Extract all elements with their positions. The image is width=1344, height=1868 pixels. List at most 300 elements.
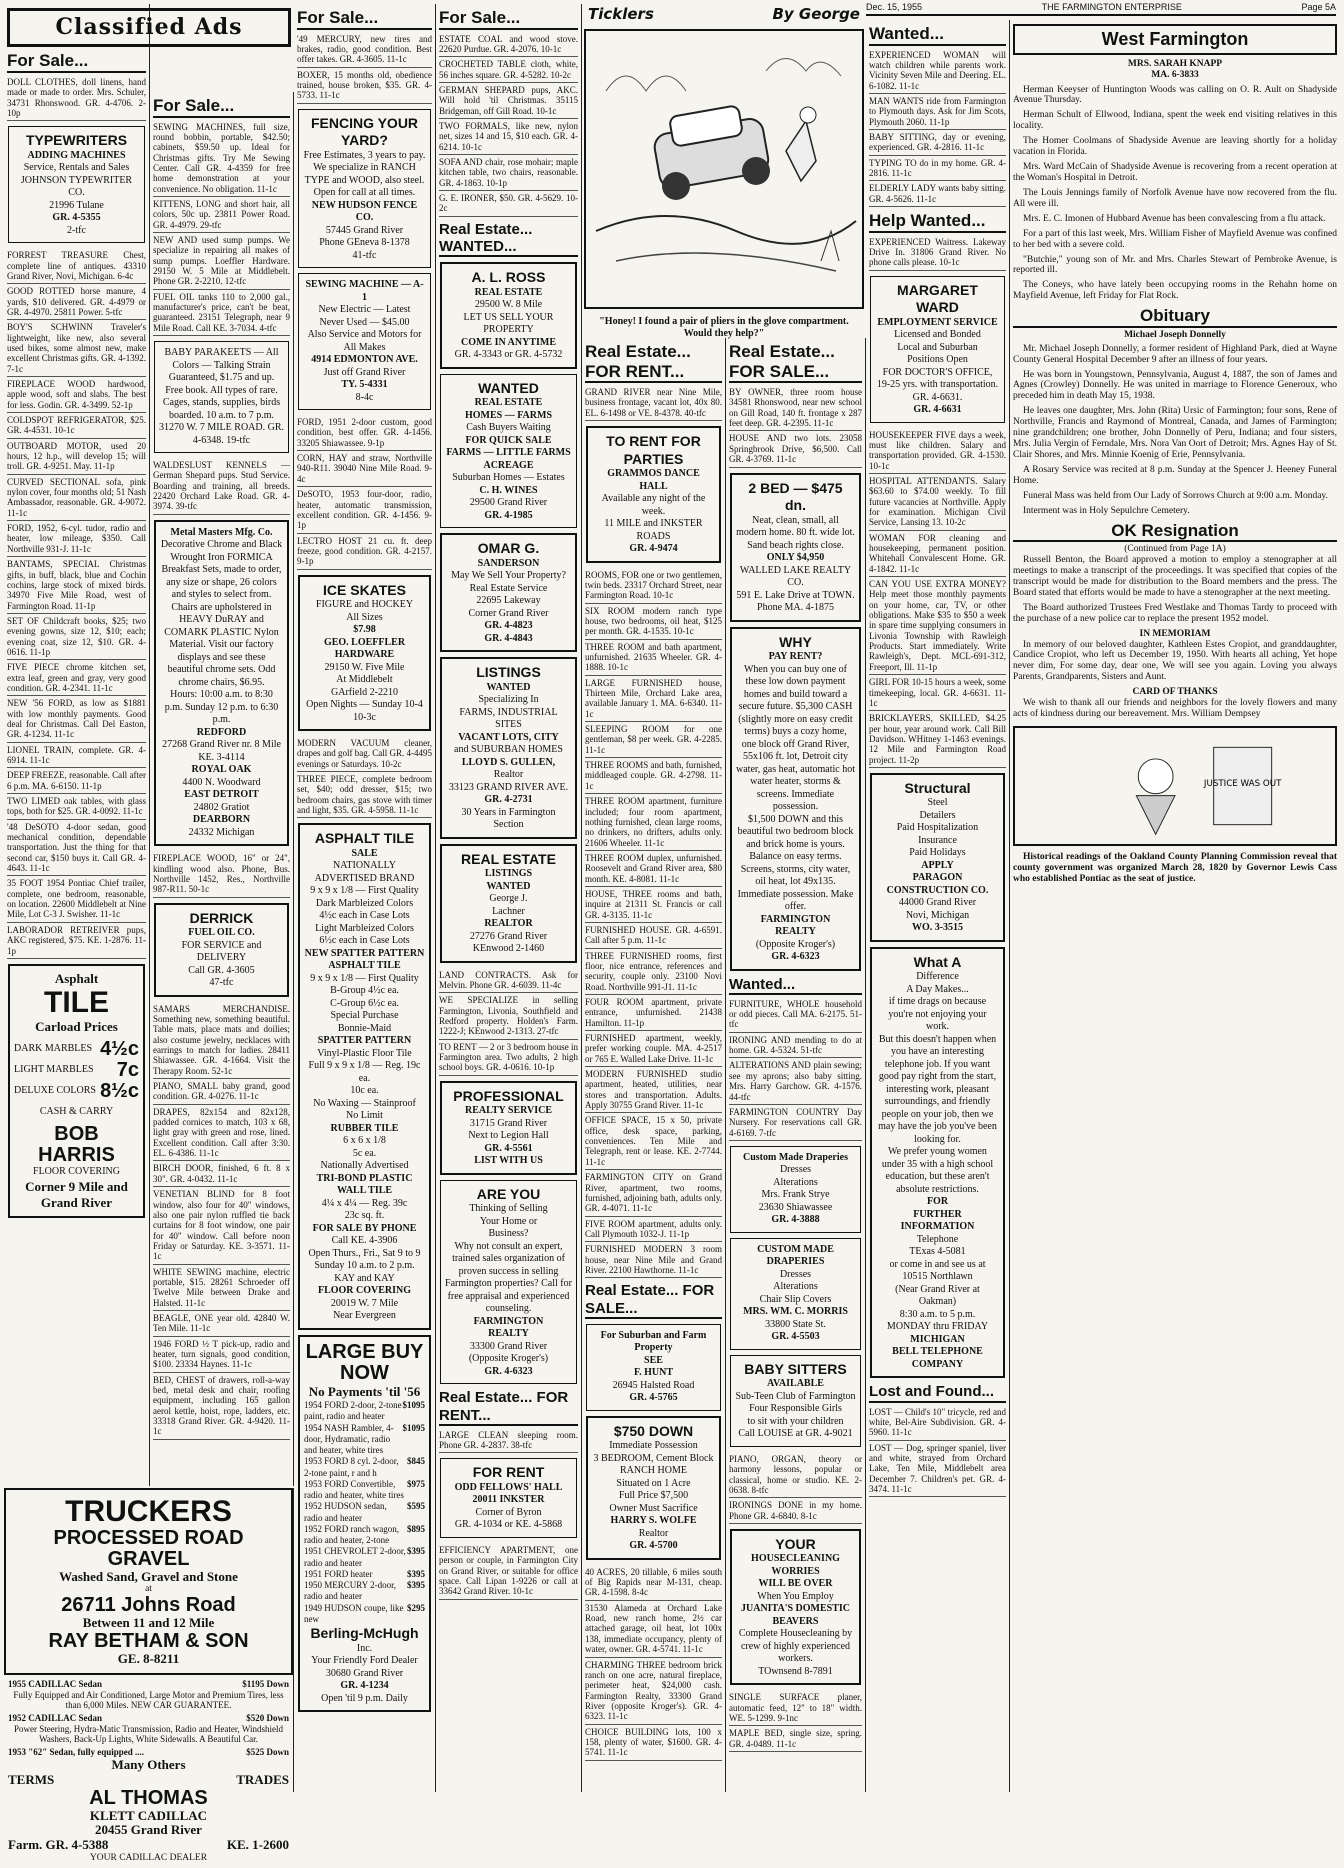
tile-deluxe-price: 8½c xyxy=(100,1079,139,1102)
ad-line: GR. 4-5355 xyxy=(52,212,101,224)
classified-ad: BEAGLE, ONE year old. 42840 W. Ten Mile. 11-1c xyxy=(153,1311,290,1337)
ad-line: GR. 4-3888 xyxy=(771,1214,820,1226)
ad-line: TOwnsend 8-7891 xyxy=(758,1665,833,1677)
ad-line: 2-tfc xyxy=(67,224,86,236)
ad-line: Sub-Teen Club of Farmington xyxy=(735,1390,856,1402)
ad-line: FARMINGTON xyxy=(473,1315,544,1327)
ad-line: Bonnie-Maid xyxy=(337,1022,392,1034)
ad-line: 26945 Halsted Road xyxy=(612,1379,695,1391)
masthead xyxy=(866,2,1336,16)
ad-line: CONSTRUCTION CO. xyxy=(886,884,989,896)
classified-ad: OFFICE SPACE, 15 x 50, private office, desk space, parking, conveniences. Ten Mile and Telegraph, rent or lease. KE. 2-7744. 11-1c xyxy=(585,1113,722,1170)
classified-ad: BED, CHEST of drawers, roll-a-way bed, metal desk and chair, roofing equipment, including 165 gallon aerol kettle, hoist, rope, ladders, etc. 33318 Grand River. GR. 4-9420. 11-1c xyxy=(153,1373,290,1440)
ad-line: GR. 4-3343 or GR. 4-5732 xyxy=(454,349,563,361)
cadillac-row xyxy=(8,1713,289,1723)
ad-line: HARDWARE xyxy=(334,649,395,661)
ad-line: Phone GEneva 8-1378 xyxy=(319,237,410,249)
ad-line: HOMES — FARMS xyxy=(464,409,553,421)
classified-ad: FUEL OIL tanks 110 to 2,000 gal., manufacturer's price, can't be beat, guaranteed. 23151 Telegraph, near 9 Mile Road. Call KE. 3-7034. 4-tfc xyxy=(153,290,290,336)
col4-ads2 xyxy=(439,968,578,1076)
ad-line: WILL BE OVER xyxy=(758,1578,833,1590)
pay-rent-ad xyxy=(730,627,861,971)
ad-line: 9 x 9 x 1/8 — First Quality xyxy=(310,885,419,897)
classified-ad: TWO LIMED oak tables, with glass tops, both for $25. GR. 4-0092. 11-1c xyxy=(7,794,146,820)
classified-ad: DeSOTO, 1953 four-door, radio, heater, automatic transmission, excellent condition. GR. 4-1456. 9-1p xyxy=(297,487,432,533)
oddfellows-ad xyxy=(440,1458,577,1538)
ad-line: LISTINGS xyxy=(484,868,533,880)
ad-line: May We Sell Your Property? xyxy=(451,570,566,582)
ad-line: 20019 W. 7 Mile xyxy=(330,1297,399,1309)
ad-line: Immediate Possession xyxy=(609,1440,698,1452)
obituary-title: Obituary xyxy=(1013,306,1337,328)
steel-ad xyxy=(870,773,1005,942)
ad-line: But this doesn't happen when you have an interesting telephone job. If you want good pay right from the start, interesting work, pleasant surroundings, and friendly people on your job, then we may have the job you've been looking for. xyxy=(878,1033,997,1145)
news-paragraph: The Coneys, who have lately been occupying rooms in the Rehahn home on Mayfield Avenue, left Friday for Flat Rock. xyxy=(1013,280,1337,302)
ad-line: 47-tfc xyxy=(209,977,234,989)
classified-ad: GOOD ROTTED horse manure, 4 yards, $10 delivered. GR. 4-4979 or GR. 4-4970. 25811 Power. 5-tfc xyxy=(7,284,146,320)
col7-ads2 xyxy=(869,235,1006,271)
ad-line: TRI-BOND PLASTIC xyxy=(316,1172,413,1184)
ad-line: Berling-McHugh xyxy=(310,1625,419,1642)
ok-paras xyxy=(1013,555,1337,625)
classified-ad: LIONEL TRAIN, complete. GR. 4-6914. 11-1c xyxy=(7,743,146,769)
ad-line: GR. 4-6323 xyxy=(484,1365,533,1377)
ad-line: TExas 4-5081 xyxy=(909,1246,966,1258)
ad-line: EAST DETROIT xyxy=(184,789,259,801)
ad-line: Never Used — $45.00 xyxy=(319,316,410,328)
classified-ad: EXPERIENCED WOMAN will watch children while parents work. Vicinity Seven Mile and Deering. EL. 6-1082. 11-1c xyxy=(869,48,1006,94)
historical-illustration xyxy=(1015,728,1335,844)
ad-line: FOR QUICK SALE xyxy=(465,434,552,446)
wolfe-ad xyxy=(586,1416,721,1560)
news-paragraph: Herman Schult of Ellwood, Indiana, spent the week end visiting relatives in this locality. xyxy=(1013,110,1337,132)
col7-head: Wanted... xyxy=(869,24,1006,46)
classified-ad: SAMARS MERCHANDISE. Something new, something beautiful. Table mats, place mats and doilies; also costume jewelry, necklaces with earrings to match for ladies. 28411 Shiawassee. GR. 4-1664. Visit the Therapy Room. 52-1c xyxy=(153,1002,290,1079)
ad-line: 33300 Grand River xyxy=(469,1340,548,1352)
col1-ads-a xyxy=(7,75,146,121)
col5-ads3 xyxy=(585,1565,722,1761)
ad-line: Thinking of Selling xyxy=(469,1203,548,1215)
classified-ad: EFFICIENCY APARTMENT, one person or couple, in Farmington City on Grand River, or suitable for office space. Call Lipan 1-9226 or call at 33642 Grand River. 10-1c xyxy=(439,1543,578,1600)
classified-ad: TO RENT — 2 or 3 bedroom house in Farmington area. Two adults, 2 high school boys. GR. 4-0616. 10-1p xyxy=(439,1040,578,1076)
column-4 xyxy=(436,4,582,1792)
ad-line: Inc. xyxy=(356,1642,373,1654)
ad-line: 4½c each in Case Lots xyxy=(319,910,410,922)
ad-line: AVAILABLE xyxy=(767,1378,824,1390)
ad-line: 29500 W. 8 Mile xyxy=(474,299,543,311)
ad-line: GR. 4-5503 xyxy=(771,1331,820,1343)
cadillac-price: $520 Down xyxy=(246,1713,289,1724)
ad-line: 2 BED — $475 dn. xyxy=(748,479,843,513)
col3-for-sale-head: For Sale... xyxy=(297,8,432,30)
col7-ads4 xyxy=(869,1405,1006,1498)
ad-line: MONDAY thru FRIDAY xyxy=(886,1321,989,1333)
ad-line: LLOYD S. GULLEN, xyxy=(461,756,556,768)
ad-line: FUEL OIL CO. xyxy=(188,927,255,939)
ad-line: Your Home or xyxy=(479,1215,538,1227)
ad-line: Alterations xyxy=(773,1281,818,1293)
classified-ad: CHOICE BUILDING lots, 100 x 158, plenty of water, $1600. GR. 4-5741. 11-1c xyxy=(585,1725,722,1761)
ad-line: GR. 4-5561 xyxy=(484,1142,533,1154)
news-paragraph: Mrs. Ward McCain of Shadyside Avenue is recovering from a recent operation at the Woman's Hospital in Detroit. xyxy=(1013,162,1337,183)
west-farmington-paras xyxy=(1013,85,1337,303)
ad-line: APPLY xyxy=(921,859,954,871)
dealer-tagline: YOUR CADILLAC DEALER xyxy=(89,1853,208,1864)
classified-ad: THREE ROOMS and bath, furnished, middleaged couple. GR. 4-2798. 11-1c xyxy=(585,758,722,794)
ad-line: What A xyxy=(913,953,962,970)
news-paragraph: Herman Keeyser of Huntington Woods was calling on O. R. Ault on Shadyside Avenue Thursday. xyxy=(1013,84,1337,106)
cadillac-desc: Fully Equipped and Air Conditioned, Large Motor and Premium Tires, less than 6,000 Miles. NEW CAR GUARANTEE. xyxy=(13,1689,284,1710)
truckers-at: at xyxy=(145,1584,152,1595)
classified-ad: MAN WANTS ride from Farmington to Plymouth days. Ask for Jim Scots, Plymouth 2060. 11-1p xyxy=(869,94,1006,130)
cadillac-ad xyxy=(4,1675,293,1868)
classified-ad: FARMINGTON COUNTRY Day Nursery. For reservations call GR. 4-6169. 7-tfc xyxy=(729,1105,862,1141)
largebuy-sub: No Payments 'til '56 xyxy=(308,1383,421,1399)
ad-line: Dresses xyxy=(779,1268,812,1280)
walled-lake-ad xyxy=(730,473,861,622)
classified-ad: G. E. IRONER, $50. GR. 4-5629. 10-2c xyxy=(439,191,578,217)
news-paragraph: "Butchie," young son of Mr. and Mrs. Charles Stewart of Pembroke Avenue, is reported ill. xyxy=(1013,254,1337,276)
cadillac-price: $1195 Down xyxy=(242,1679,289,1690)
news-paragraph: Russell Benton, the Board approved a motion to employ a stenographer at all meetings to make a transcript of the proceedings. It was specified that copies of the transcript would be made for distribution to the Board members and the press. The Board stated that efforts would be made to have a stenographer at the next meeting. xyxy=(1013,555,1337,598)
ad-line: 27268 Grand River nr. 8 Mile KE. 3-4114 xyxy=(162,739,281,763)
col4-re-wanted-head: Real Estate... WANTED... xyxy=(439,221,578,258)
ad-line: FURTHER INFORMATION xyxy=(900,1208,975,1233)
classified-ad: THREE ROOM and bath apartment, unfurnished. 21635 Wheeler. GR. 4-1888. 10-1c xyxy=(585,640,722,676)
fireplace-ad: FIREPLACE WOOD, 16" or 24", kindling wood also. Phone, Bus. Northville 1452, Res., Northville 987-R11. 50-1c xyxy=(153,851,290,897)
gullen-ad xyxy=(440,657,577,839)
news-paragraph: The Homer Coolmans of Shadyside Avenue are leaving shortly for a holiday vacation in Florida. xyxy=(1013,136,1337,158)
news-paragraph: Interment was in Holy Sepulchre Cemetery. xyxy=(1023,505,1190,516)
ad-line: Corner Grand River xyxy=(468,607,549,619)
ad-line: 29150 W. Five Mile xyxy=(324,661,405,673)
ad-line: 24332 Michigan xyxy=(188,826,255,838)
ad-line: FARMS — LITTLE FARMS xyxy=(446,447,571,459)
truckers-title: TRUCKERS xyxy=(65,1495,232,1528)
classified-ad: LABORADOR RETREIVER pups, AKC registered, $75. KE. 1-2876. 11-1p xyxy=(7,923,146,959)
ad-line: Special Purchase xyxy=(330,1010,399,1022)
classified-ad: SEWING MACHINES, full size, round bobbin, portable, $42.50; cabinets, $59.50 up. Ideal for Christmas gifts. Try Me Sewing Center. Call GR. 4-4359 for free home demonstration at your convenience. No obligation. 11-1c xyxy=(153,120,290,197)
col4-ads3b xyxy=(439,1543,578,1600)
ad-line: Your Friendly Ford Dealer xyxy=(311,1655,418,1667)
ad-line: Call LOUISE at GR. 4-9021 xyxy=(738,1428,853,1440)
derrick-ad xyxy=(154,903,289,997)
ad-line: LISTINGS xyxy=(476,664,541,681)
ad-line: 31715 Grand River xyxy=(469,1117,548,1129)
column-2 xyxy=(150,92,294,1486)
classified-ad: BOXER, 15 months old, obedience trained, house broken, $35. GR. 4-5733. 11-1c xyxy=(297,68,432,104)
ad-line: WANTED xyxy=(486,681,531,693)
ad-line: GRAMMOS DANCE HALL xyxy=(607,468,700,492)
column-8 xyxy=(1010,20,1340,1792)
largebuy-car: 1951 FORD heater xyxy=(304,1568,373,1579)
truckers-address: 26711 Johns Road xyxy=(61,1594,236,1617)
tile-light: LIGHT MARBLES xyxy=(14,1064,94,1076)
ad-line: REALTY SERVICE xyxy=(465,1105,552,1117)
largebuy-row xyxy=(304,1603,425,1626)
ad-line: TY. 5-4331 xyxy=(341,379,388,391)
ad-line: if time drags on because you're not enjoying your work. xyxy=(888,996,987,1033)
largebuy-dealer xyxy=(304,1625,425,1705)
ad-line: 30 Years in Farmington Section xyxy=(461,806,556,831)
ad-line: REAL ESTATE xyxy=(461,850,556,867)
classified-ad: BANTAMS, SPECIAL Christmas gifts, in buff, black, blue and Cochin cochins, large stock of mixed birds. 34970 Five Mile Road, west of Farmington Road. 11-1p xyxy=(7,557,146,614)
ad-line: Novi, Michigan xyxy=(905,909,970,921)
largebuy-row xyxy=(304,1501,425,1524)
ad-line: SALE xyxy=(351,847,378,859)
ad-line: 5c ea. xyxy=(352,1147,377,1159)
classified-ad: MODERN VACUUM cleaner, drapes and golf bag. Call GR. 4-4495 evenings or Saturdays. 10-2c xyxy=(297,736,432,772)
largebuy-car: 1953 FORD Convertible, radio and heater, white tires xyxy=(304,1478,404,1501)
col4-for-sale-head: For Sale... xyxy=(439,8,578,30)
tile-cash: CASH & CARRY xyxy=(39,1105,114,1117)
ad-line: Insurance xyxy=(918,834,957,846)
historical-text: Historical readings of the Oakland County Planning Commission reveal that county government was organized March 28, 1820 by Governor Lewis Cass who established Pontiac as the seat of justice. xyxy=(1013,851,1337,884)
largebuy-price: $845 xyxy=(407,1456,425,1467)
ad-line: YOUR xyxy=(775,1535,816,1552)
classified-ad: CAN YOU USE EXTRA MONEY? Help meet those monthly payments on your home, car, TV, or other obligations. Make $35 to $50 a week in spare time supplying consumers in Livonia Township with Rawleigh Products. Start immediately. Write Rawleigh's, Dept. MCL-691-312, Freeport, Ill. 11-1p xyxy=(869,577,1006,675)
ad-line: Open Thurs., Fri., Sat 9 to 9 xyxy=(308,1247,421,1259)
largebuy-row xyxy=(304,1546,425,1569)
many-others: Many Others xyxy=(111,1756,186,1772)
tile-light-price: 7c xyxy=(116,1058,139,1081)
housecleaning-ad xyxy=(730,1529,861,1686)
col6-ads2 xyxy=(729,997,862,1141)
obituary-paras xyxy=(1013,344,1337,517)
ad-line: No Limit xyxy=(346,1110,383,1122)
obituary-name: Michael Joseph Donnelly xyxy=(1124,329,1226,340)
historical-cartoon xyxy=(1013,726,1337,846)
cadillac-car: 1953 "62" Sedan, fully equipped .... xyxy=(8,1747,145,1758)
classified-ad: ESTATE COAL and wood stove. 22620 Purdue. GR. 4-2076. 10-1c xyxy=(439,32,578,58)
ad-line: HOUSECLEANING xyxy=(751,1553,840,1565)
largebuy-price: $595 xyxy=(407,1501,425,1512)
ad-line: All Sizes xyxy=(346,611,383,623)
masthead-page: Page 5A xyxy=(1301,2,1336,12)
hunt-ad xyxy=(586,1324,721,1411)
largebuy-row xyxy=(304,1524,425,1547)
col3-ads3 xyxy=(297,736,432,818)
ad-line: 29500 Grand River xyxy=(469,497,548,509)
ad-line: WALLED LAKE REALTY CO. xyxy=(739,564,852,588)
ad-line: When You Employ xyxy=(757,1590,834,1602)
asphalt-tile-ad xyxy=(8,964,145,1219)
classified-ad: FOUR ROOM apartment, private entrance, unfurnished. 21438 Hamilton. 11-1p xyxy=(585,995,722,1031)
classified-ad: FORD, 1952, 6-cyl. tudor, radio and heater, low mileage, $350. Call Northville 931-J. 11-1c xyxy=(7,521,146,557)
classified-ad: FIREPLACE WOOD hardwood, apple wood, soft and slabs. The best for less. Godin. GR. 4-3499. 52-1p xyxy=(7,377,146,413)
kennels-ad: WALDESLUST KENNELS — German Shepard pups. Stud Service. Boarding and training, all breeds. 22420 Orchard Lake Road. GR. 4-3974. 39-tfc xyxy=(153,458,290,515)
trades: TRADES xyxy=(236,1771,289,1787)
comic-drawing xyxy=(584,29,864,309)
ad-line: GR. 4-4823 xyxy=(484,620,533,632)
col2-ads xyxy=(153,120,290,337)
ad-line: ROYAL OAK xyxy=(191,764,252,776)
sewing-ad xyxy=(298,273,431,410)
ad-line: Call GR. 4-3605 xyxy=(188,964,255,976)
truckers-ad xyxy=(4,1488,293,1675)
news-paragraph: He leaves one daughter, Mrs. John (Rita) Ursic of Farmington; four sons, Rene of Northville, Francis and Raymond of Montreal, Canada, and James of Farmington; nine grandchildren; one brother, John Donnelly of Peru, Indiana; and four sisters, Mrs. Julia Vergin of Ferndale, Mrs. Nora Van Oort of Detroit; Mrs. Agnes Hay of St. Clair Shores, and Mrs. Minnie Koenig of Erie, Pennsylvania. xyxy=(1013,406,1337,460)
largebuy-price: $975 xyxy=(407,1478,425,1489)
memoriam-title: IN MEMORIAM xyxy=(1139,628,1211,639)
ad-line: LET US SELL YOUR PROPERTY xyxy=(463,311,554,336)
classified-ad: PIANO, SMALL baby grand, good condition. GR. 4-0276. 11-1c xyxy=(153,1079,290,1105)
ad-line: OMAR G. xyxy=(477,540,540,557)
classified-ad: DRAPES, 82x154 and 82x128, padded cornices to match, 103 x 68, light gray with green and rose, lined. Excellent condition. Call after 3:30. EL. 6-4386. 11-1c xyxy=(153,1105,290,1162)
largebuy-price: $1095 xyxy=(402,1400,425,1411)
historical-badge: JUSTICE WAS OUT xyxy=(1203,778,1282,789)
ad-line: Full Price $7,500 xyxy=(618,1490,689,1502)
classified-ad: SOFA AND chair, rose mohair; maple kitchen table, two chairs, reasonable. GR. 4-1863. 10-1p xyxy=(439,155,578,191)
news-paragraph: The Louis Jennings family of Norfolk Avenue have now recovered from the flu. All were ill. xyxy=(1013,187,1337,209)
memoriam-text: In memory of our beloved daughter, Kathleen Estes Cropiot, and granddaughter, Candice Cropiot, who left us December 19, 1950. With hearts all aching, Yet hope never dim, For some day, dear one, We will see you again. Loving you always Parents, Grandparents, Sisters and Aunt. xyxy=(1013,639,1337,683)
ad-line: ODD FELLOWS' HALL xyxy=(454,1481,563,1493)
ad-line: ICE SKATES xyxy=(323,581,406,598)
ad-line: CUSTOM MADE DRAPERIES xyxy=(757,1243,834,1268)
tile-asphalt: Asphalt xyxy=(54,970,99,986)
ad-line: 10-3c xyxy=(353,711,376,723)
ad-line: 6½c each in Case Lots xyxy=(319,935,410,947)
largebuy-row xyxy=(304,1569,425,1580)
largebuy-row xyxy=(304,1456,425,1479)
ad-line: Also Service and Motors for All Makes xyxy=(307,329,422,353)
metal-masters-ad xyxy=(154,520,289,847)
truckers-between: Between 11 and 12 Mile xyxy=(82,1615,215,1631)
ad-line: COME IN ANYTIME xyxy=(460,336,556,348)
classified-ad: LAND CONTRACTS. Ask for Melvin. Phone GR. 4-6039. 11-4c xyxy=(439,968,578,994)
ad-line: Light Marbleized Colors xyxy=(315,922,414,934)
ad-line: or come in and see us at xyxy=(889,1258,986,1270)
truckers-gravel: PROCESSED ROAD GRAVEL xyxy=(53,1526,244,1570)
ad-line: GEO. LOEFFLER xyxy=(323,636,406,648)
ad-line: Decorative Chrome and Black Wrought Iron FORMICA xyxy=(160,539,283,563)
ad-line: 3 BEDROOM, Cement Block RANCH HOME xyxy=(593,1452,714,1477)
ad-line: Full 9 x 9 x 1/8 — Reg. 19c ea. xyxy=(308,1060,421,1084)
ad-line: 33123 GRAND RIVER AVE. xyxy=(448,781,569,793)
classified-ad: GIRL FOR 10-15 hours a week, some timekeeping, local. GR. 4-6631. 11-1c xyxy=(869,675,1006,711)
classified-ad: SLEEPING ROOM for one gentleman, $8 per week. GR. 4-2285. 11-1c xyxy=(585,722,722,758)
morris-ad xyxy=(730,1238,861,1350)
col6-ads4 xyxy=(729,1690,862,1752)
column-7 xyxy=(866,20,1010,1792)
ad-line: TYPEWRITERS xyxy=(25,132,128,149)
tile-deluxe: DELUXE COLORS xyxy=(14,1085,96,1097)
classified-ad: 1946 FORD ½ T pick-up, radio and heater, turn signals, good condition, $100. 23334 Haynes. 11-1c xyxy=(153,1337,290,1373)
fence-ad xyxy=(298,109,431,269)
ad-line: FENCING YOUR YARD? xyxy=(310,114,419,149)
classified-ad: LARGE FURNISHED house, Thirteen Mile, Orchard Lake area, available January 1. MA. 6-6340. 11-1c xyxy=(585,676,722,722)
dance-hall-ad xyxy=(586,426,721,563)
col5-head: Real Estate... FOR RENT... xyxy=(585,342,722,383)
ad-line: Detailers xyxy=(919,809,956,821)
ad-line: MARGARET WARD xyxy=(897,281,978,316)
cadillac-desc: Power Steering, Hydra-Matic Transmission, Radio and Heater, Windshield Washers, Back-Up Lights, White Sidewalls. A Beautiful Car. xyxy=(13,1723,284,1744)
classified-ad: COLDSPOT REFRIGERATOR, $25. GR. 4-4531. 10-1c xyxy=(7,413,146,439)
ok-title: OK Resignation xyxy=(1013,521,1337,543)
news-paragraph: For a part of this last week, Mrs. William Fisher of Mayfield Avenue was confined to her bed with a severe cold. xyxy=(1013,228,1337,250)
col7-ads3 xyxy=(869,428,1006,768)
col4-ads xyxy=(439,32,578,217)
ad-line: Real Estate Service xyxy=(469,582,548,594)
ad-line: FOR xyxy=(926,1196,949,1208)
ad-line: Structural xyxy=(904,779,971,796)
ad-line: GR. 4-5765 xyxy=(629,1392,678,1404)
classified-ad: WOMAN FOR cleaning and housekeeping, permanent position. Whitehall Convalescent Home. GR. 4-1842. 11-1c xyxy=(869,531,1006,577)
col4-re-rent-head: Real Estate... FOR RENT... xyxy=(439,1389,578,1426)
sanderson-ad xyxy=(440,533,577,652)
ad-line: WO. 3-3515 xyxy=(911,922,964,934)
ad-line: SPATTER PATTERN xyxy=(317,1035,412,1047)
classified-ad: SIX ROOM modern ranch type house, two bedrooms, oil heat, $125 per month. GR. 4-1535. 10-1c xyxy=(585,604,722,640)
ad-line: B-Group 4½c ea. xyxy=(330,985,399,997)
ad-line: LIST WITH US xyxy=(474,1155,543,1167)
classified-ad: CHARMING THREE bedroom brick ranch on one acre, natural fireplace, perimeter heat, $24,000 cash. Farmington Realty, 33300 Grand River (opposite Kroger's). GR. 4-6323. 11-1c xyxy=(585,1658,722,1725)
col5-ads xyxy=(585,385,722,421)
ad-line: ASPHALT TILE xyxy=(314,830,415,847)
cadillac-row xyxy=(8,1679,289,1689)
ad-line: 41-tfc xyxy=(352,249,377,261)
classified-ad: MAPLE BED, single size, spring. GR. 4-0489. 11-1c xyxy=(729,1726,862,1752)
largebuy-car: 1954 NASH Rambler, 4-door, Hydramatic, radio and heater, white tires xyxy=(304,1422,394,1456)
ad-line: FLOOR COVERING xyxy=(317,1285,412,1297)
largebuy-car: 1949 HUDSON coupe, like new xyxy=(304,1602,404,1624)
largebuy-car: 1950 MERCURY 2-door, radio and heater xyxy=(304,1580,397,1602)
ad-line: Open 'til 9 p.m. Daily xyxy=(321,1692,408,1704)
ad-line: 4400 N. Woodward xyxy=(182,776,261,788)
ad-line: 57445 Grand River xyxy=(325,224,404,236)
col1-ads-b xyxy=(7,248,146,959)
ad-line: Breakfast Sets, made to order, any size or shape, 26 colors and styles to select from. Chairs are upholstered in HEAVY DuRAY and COMARK PLASTIC Nylon Material. Visit our factory displays and see these beautiful chrome sets. Odd chrome chairs, $6.95. xyxy=(161,564,282,688)
ad-line: Dresses xyxy=(779,1164,812,1176)
ad-line: GR. 4-6631 xyxy=(913,404,962,416)
ad-line: 10515 Northlawn xyxy=(902,1271,973,1283)
col5-re-sale-head: Real Estate... FOR SALE... xyxy=(585,1282,722,1319)
largebuy-row xyxy=(304,1423,425,1457)
ad-line: REALTY xyxy=(488,1328,529,1340)
ad-line: Local and Suburban xyxy=(897,341,978,353)
ad-line: TO RENT FOR PARTIES xyxy=(606,433,701,467)
ad-line: REAL ESTATE xyxy=(474,286,543,298)
ad-line: 44000 Grand River xyxy=(898,897,977,909)
classified-ad: 35 FOOT 1954 Pontiac Chief trailer, complete, one bedroom, reasonable, on location. 22600 Middlebelt at Nine Mile, Lot C-3 J. Swisher. 11-1c xyxy=(7,876,146,922)
classified-ad: FIVE ROOM apartment, adults only. Call Plymouth 1032-J. 11-1p xyxy=(585,1217,722,1243)
classified-ad: FIVE PIECE chrome kitchen set, extra leaf, green and gray, very good condition. GR. 4-2341. 11-1c xyxy=(7,660,146,696)
ross-ad xyxy=(440,262,577,369)
ad-line: C-Group 6½c ea. xyxy=(330,997,399,1009)
ad-line: $7.98 xyxy=(353,624,376,636)
west-farmington-title: West Farmington xyxy=(1013,24,1337,55)
ad-line: REALTOR xyxy=(484,918,533,930)
classified-ad: CORN, HAY and straw, Northville 940-R11. 39040 Nine Mile Road. 9-4c xyxy=(297,451,432,487)
ad-line: 9 x 9 x 1/8 — First Quality xyxy=(310,972,419,984)
col6-ads xyxy=(729,385,862,467)
classified-ad: KITTENS, LONG and short hair, all colors, 50c up. 23811 Power Road. GR. 4-4979. 29-tfc xyxy=(153,197,290,233)
ad-line: Specializing In xyxy=(478,694,539,706)
ad-line: Free Estimates, 3 years to pay. We specialize in RANCH TYPE and WOOD, also steel. xyxy=(303,149,426,186)
classified-ad: DEEP FREEZE, reasonable. Call after 6 p.m. MA. 6-6150. 11-1p xyxy=(7,768,146,794)
classified-ad: CURVED SECTIONAL sofa, pink nylon cover, four months old; 51 Nash Ambassador, reasonable. GR. 4-9072. 11-1c xyxy=(7,475,146,521)
ad-line: KEnwood 2-1460 xyxy=(472,943,545,955)
classified-ad: BOY'S SCHWINN Traveler's lightweight, like new, also several used bikes, some almost new, make excellent Christmas gifts. GR. 4-1392. 7-1c xyxy=(7,320,146,377)
classified-ad: NEW AND used sump pumps. We specialize in repairing all makes of sump pumps. Loeffler Hardware. 29150 W. 5 Mile at Middlebelt. Phone GR. 2-2210. 12-tfc xyxy=(153,233,290,290)
comic-title: Ticklers xyxy=(588,5,654,23)
margaret-ward-ad xyxy=(870,276,1005,423)
ad-line: PAY RENT? xyxy=(768,651,823,662)
classified-ad: TYPING TO do in my home. GR. 4-2816. 11-1c xyxy=(869,156,1006,182)
ad-line: (Opposite Kroger's) xyxy=(755,938,836,950)
ad-line: C. H. WINES xyxy=(479,484,538,496)
thanks-title: CARD OF THANKS xyxy=(1132,687,1218,698)
ad-line: We prefer young women under 35 with a high school education, but these aren't absolute restrictions. xyxy=(881,1146,994,1195)
